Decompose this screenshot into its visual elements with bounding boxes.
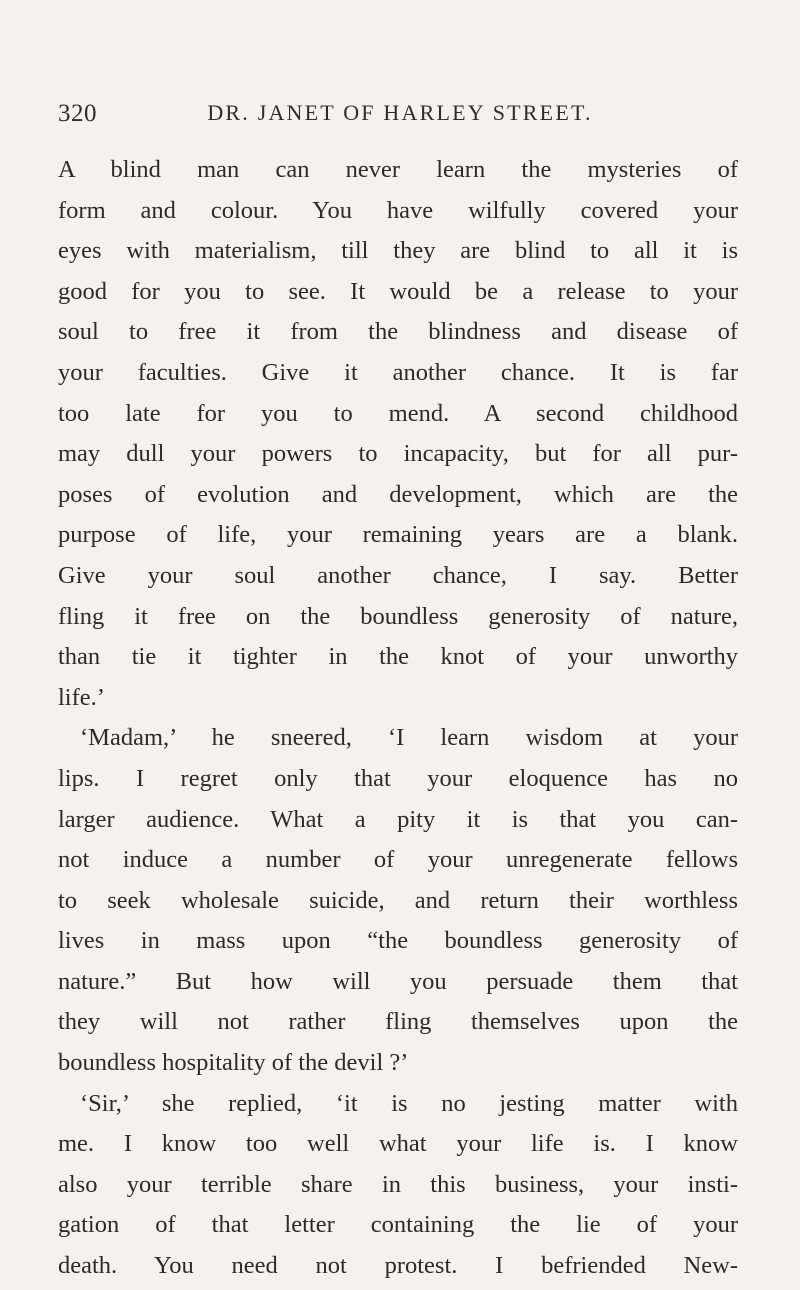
text-line: lives in mass upon “the boundless generosity of: [58, 927, 738, 955]
text-line: boundless hospitality of the devil ?’: [58, 1049, 409, 1077]
text-line: also your terrible share in this business, your insti-: [58, 1170, 738, 1198]
text-line: form and colour. You have wilfully covered your: [58, 196, 738, 224]
body-text: [58, 150, 738, 1287]
text-line: ‘Sir,’ she replied, ‘it is no jesting matter with: [80, 1089, 738, 1117]
text-line: ‘Madam,’ he sneered, ‘I learn wisdom at your: [80, 724, 738, 752]
text-line: than tie it tighter in the knot of your unworthy: [58, 643, 738, 671]
text-line: eyes with materialism, till they are blind to all it is: [58, 237, 738, 265]
running-head: [58, 100, 742, 134]
text-line: may dull your powers to incapacity, but for all pur-: [58, 440, 738, 468]
text-line: good for you to see. It would be a release to your: [58, 277, 738, 305]
text-line: nature.” But how will you persuade them that: [58, 967, 738, 995]
text-line: fling it free on the boundless generosity of nature,: [58, 602, 738, 630]
text-line: A blind man can never learn the mysteries of: [58, 156, 738, 183]
text-line: soul to free it from the blindness and disease of: [58, 318, 738, 346]
text-line: life.’: [58, 683, 105, 711]
text-line: larger audience. What a pity it is that you can-: [58, 805, 738, 833]
text-line: Give your soul another chance, I say. Better: [58, 561, 738, 589]
text-line: poses of evolution and development, which are the: [58, 480, 738, 508]
text-line: your faculties. Give it another chance. It is far: [58, 358, 738, 386]
page-number: 320: [58, 100, 97, 127]
text-line: lips. I regret only that your eloquence has no: [58, 764, 738, 792]
text-line: they will not rather fling themselves upon the: [58, 1008, 738, 1036]
text-line: to seek wholesale suicide, and return their worthless: [58, 886, 738, 914]
text-line: gation of that letter containing the lie of your: [58, 1211, 738, 1239]
text-line: purpose of life, your remaining years are a blank.: [58, 521, 738, 549]
text-line: me. I know too well what your life is. I know: [58, 1130, 738, 1158]
text-line: too late for you to mend. A second childhood: [58, 399, 738, 427]
running-title: DR. JANET OF HARLEY STREET.: [207, 100, 593, 125]
text-line: not induce a number of your unregenerate fellows: [58, 846, 738, 874]
text-line: death. You need not protest. I befriended New-: [58, 1252, 738, 1280]
